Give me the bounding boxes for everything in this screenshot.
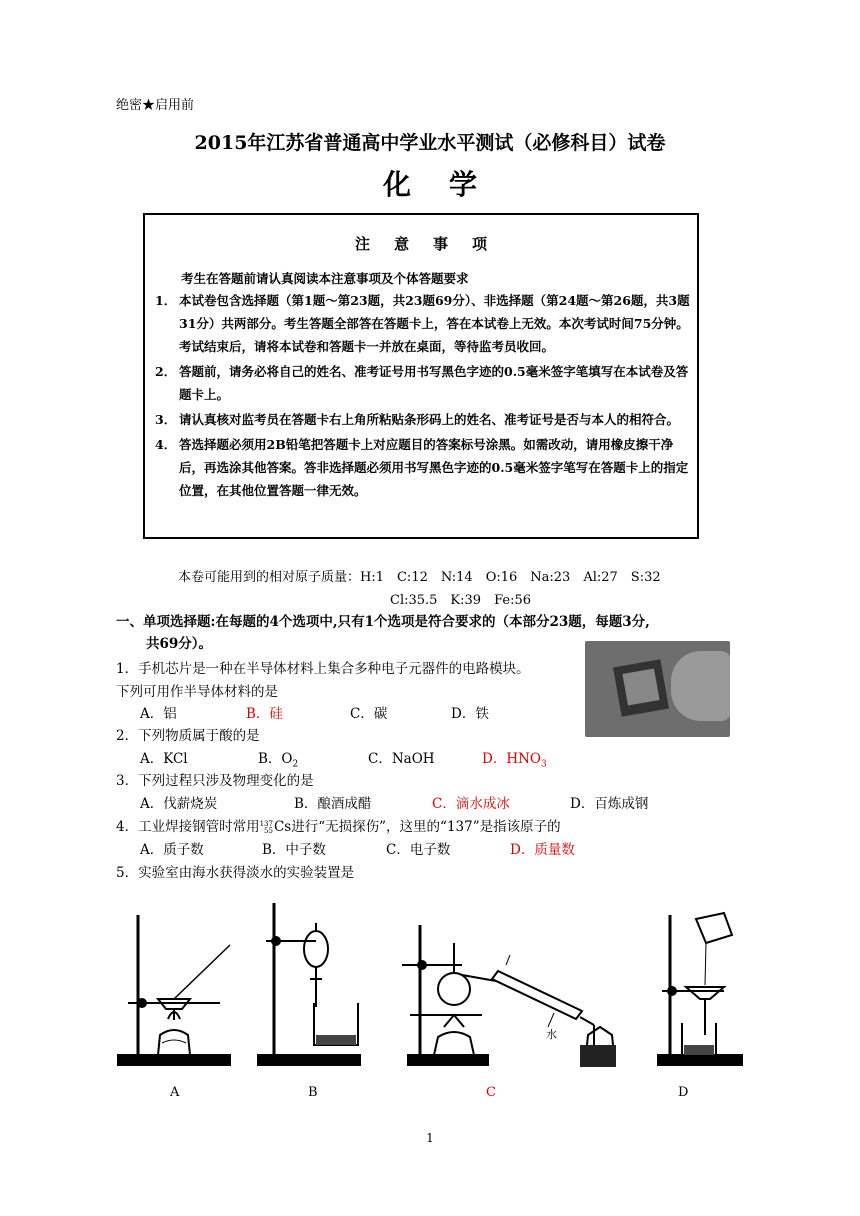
q3-stem: 3．下列过程只涉及物理变化的是 [116,773,314,789]
notice-intro: 考生在答题前请认真阅读本注意事项及个体答题要求 [181,271,469,286]
notice-item: 2． 答题前，请务必将自己的姓名、准考证号用书写黑色字迹的0.5毫米签字笔填写在本试卷及答题卡上。 [155,364,689,402]
figure-label-d: D [678,1085,689,1100]
atomic-mass-line1: 本卷可能用到的相对原子质量：H:1 C:12 N:14 O:16 Na:23 Al:27 S:32 [178,570,661,585]
q1-option-c: C．碳 [350,706,388,722]
notice-item: 4． 答选择题必须用2B铅笔把答题卡上对应题目的答案标号涂黑。如需改动，请用橡皮擦干净后，再选涂其他答案。答非选择题必须用书写黑色字迹的0.5毫米签字笔写在答题卡上的指定位置，在其他位置答题一律无效。 [155,437,689,498]
notice-item: 1． 本试卷包含选择题（第1题～第23题，共23题69分）、非选择题（第24题～第26题，共3题31分）共两部分。考生答题全部答在答题卡上，答在本试卷上无效。本次考试时间75分钟。考试结束后，请将本试卷和答题卡一并放在桌面，等待监考员收回。 [155,293,690,354]
q4-option-d: D．质量数 [510,842,575,858]
figure-label-b: B [308,1085,318,1100]
figure-label-a: A [170,1085,180,1100]
q3-option-a: A．伐薪烧炭 [140,796,218,812]
q2-option-b: B．$O_2$ [258,751,299,770]
q1-stem-line2: 下列可用作半导体材料的是 [116,684,278,700]
apparatus-b-separatory-funnel [258,903,360,1065]
notice-item: 3． 请认真核对监考员在答题卡右上角所粘贴条形码上的姓名、准考证号是否与本人的相符合。 [155,412,680,427]
q1-stem-line1: 1．手机芯片是一种在半导体材料上集合多种电子元器件的电路模块。 [116,661,530,677]
apparatus-figures [110,895,750,1085]
apparatus-a-evaporation [118,915,230,1065]
water-label: 水 [546,1028,557,1041]
q5-stem: 5．实验室由海水获得淡水的实验装置是 [116,865,355,881]
apparatus-d-filtration [658,913,742,1065]
q3-option-d: D．百炼成钢 [570,796,649,812]
q3-option-b: B．酿酒成醋 [294,796,372,812]
q2-option-c: C．NaOH [368,751,435,767]
confidential-mark: 绝密★启用前 [116,98,195,113]
phone-chip-photo [585,641,730,737]
q1-option-a: A．铝 [140,706,177,722]
notice-title: 注意事项 [354,235,511,253]
page-number: 1 [426,1131,434,1145]
q2-stem: 2．下列物质属于酸的是 [116,728,260,744]
atomic-mass-line2: Cl:35.5 K:39 Fe:56 [390,593,531,608]
q2-option-d: D．$HNO_3$ [482,751,547,770]
notice-box [143,213,699,539]
q1-option-d: D．铁 [451,706,489,722]
q4-option-c: C．电子数 [386,842,451,858]
exam-title: 2015年江苏省普通高中学业水平测试（必修科目）试卷 [194,132,666,154]
q4-stem: 4．工业焊接钢管时常用 137 55 Cs进行“无损探伤”，这里的“137”是指该原子的 [116,819,561,835]
q4-option-a: A．质子数 [140,842,204,858]
notice-list [155,289,693,504]
subject-title: 化学 [382,168,515,201]
q1-option-b: B．硅 [246,706,283,722]
section-heading: 一、单项选择题:在每题的4个选项中,只有1个选项是符合要求的（本部分23题，每题3分, 共69分）。 [116,614,650,652]
apparatus-c-distillation [402,925,616,1067]
q3-option-c: C．滴水成冰 [432,796,510,812]
figure-label-c: C [486,1085,496,1100]
q4-option-b: B．中子数 [262,842,326,858]
q2-option-a: A．KCl [140,751,188,767]
